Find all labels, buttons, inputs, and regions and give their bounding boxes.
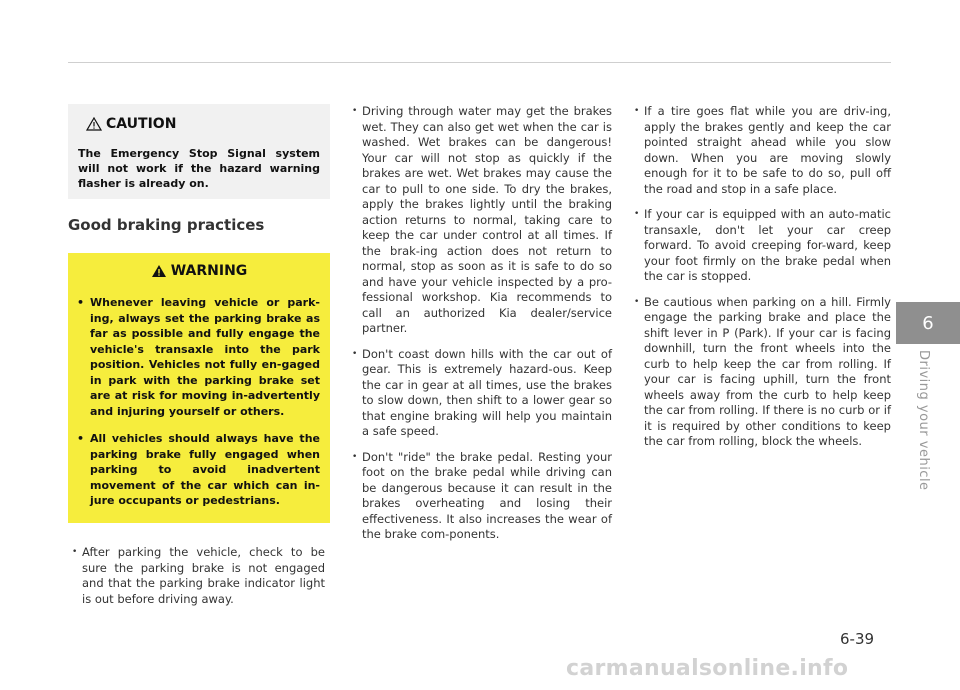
list-item: • Don't "ride" the brake pedal. Resting your foot on the brake pedal while driving can be dangerous because it can result in the brakes overheating and losing their effectiveness. It also increases the wear of the brake com-ponents.: [352, 450, 612, 543]
list-item: • After parking the vehicle, check to be sure the parking brake is not engaged and that the parking brake indicator light is out before driving away.: [72, 545, 325, 607]
caution-title-text: CAUTION: [106, 116, 177, 132]
watermark: carmanualsonline.info: [566, 656, 849, 681]
warning-list: [76, 295, 320, 521]
list-item: • Be cautious when parking on a hill. Firmly engage the parking brake and place the shift lever in P (Park). If your car is facing downhill, turn the front wheels into the curb to help keep the car from rolling. If your car is facing uphill, turn the front wheels away from the curb to help keep the car from rolling. If there is no curb or if it is required by other conditions to keep the car from rolling, block the wheels.: [634, 295, 891, 450]
caution-triangle-icon: [86, 117, 102, 131]
top-divider: [68, 62, 891, 63]
warning-title-text: WARNING: [170, 263, 248, 279]
caution-title: [86, 116, 176, 132]
page-number: 6-39: [840, 630, 875, 648]
chapter-tab: 6: [896, 302, 960, 344]
section-heading: Good braking practices: [68, 216, 265, 234]
list-item: • Driving through water may get the brakes wet. They can also get wet when the car is washed. Wet brakes can be dangerous! Your car will not stop as quickly if the brakes are wet. Wet brakes may cause the car to pull to one side. To dry the brakes, apply the brakes lightly until the braking action returns to normal, taking care to keep the car under control at all times. If the brak-ing action does not return to normal, stop as soon as it is safe to do so and have your vehicle inspected by a pro-fessional workshop. Kia recommends to call an authorized Kia dealer/service partner.: [352, 104, 612, 337]
warning-item: • Whenever leaving vehicle or park-ing, always set the parking brake as far as possible and fully engage the vehicle's transaxle into the park position. Vehicles not fully en-gaged in park with the parking brake set are at risk for moving in-advertently and injuring yourself or others.: [76, 295, 320, 419]
warning-title: [68, 263, 330, 279]
column3-list: [634, 104, 891, 460]
warning-box: [68, 253, 330, 523]
chapter-label: Driving your vehicle: [916, 350, 931, 491]
caution-text: The Emergency Stop Signal system will not work if the hazard warning flasher is already on.: [78, 147, 320, 190]
list-item: • If a tire goes flat while you are driv-ing, apply the brakes gently and keep the car pointed straight ahead while you slow down. When you are moving slowly enough for it to be safe to do so, pull off the road and stop in a safe place.: [634, 104, 891, 197]
warning-triangle-icon: [151, 264, 167, 278]
column1-list: [72, 545, 325, 617]
column2-list: [352, 104, 612, 553]
warning-item: • All vehicles should always have the parking brake fully engaged when parking to avoid inadvertent movement of the car which can in-jure occupants or pedestrians.: [76, 431, 320, 509]
list-item: • Don't coast down hills with the car out of gear. This is extremely hazard-ous. Keep the car in gear at all times, use the brakes to slow down, then shift to a lower gear so that engine braking will help you maintain a safe speed.: [352, 347, 612, 440]
list-item: • If your car is equipped with an auto-matic transaxle, don't let your car creep forward. To avoid creeping for-ward, keep your foot firmly on the brake pedal when the car is stopped.: [634, 207, 891, 285]
caution-box: [68, 104, 330, 199]
